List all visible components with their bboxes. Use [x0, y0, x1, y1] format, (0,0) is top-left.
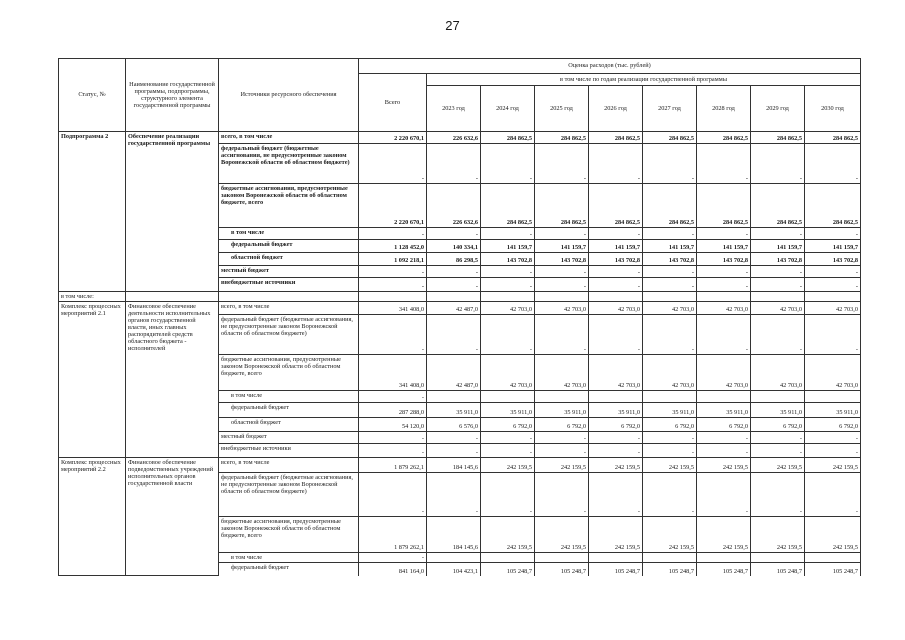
year-value-cell: 35 911,0 — [589, 403, 643, 418]
year-value-cell: - — [535, 444, 589, 458]
year-value-cell: - — [805, 228, 861, 240]
year-value-cell: - — [643, 278, 697, 292]
year-value-cell: 140 334,1 — [427, 240, 481, 253]
year-value-cell: - — [751, 473, 805, 517]
year-value-cell: - — [805, 315, 861, 355]
header-year: 2030 год — [805, 86, 861, 132]
total-cell: 2 220 670,1 — [359, 132, 427, 144]
year-value-cell: - — [535, 278, 589, 292]
year-value-cell: - — [697, 266, 751, 278]
year-value-cell: - — [481, 473, 535, 517]
year-value-cell: 141 159,7 — [643, 240, 697, 253]
year-value-cell — [805, 292, 861, 302]
year-value-cell: 242 159,5 — [697, 458, 751, 473]
total-cell: 1 879 262,1 — [359, 458, 427, 473]
year-value-cell: 42 703,0 — [697, 355, 751, 391]
year-value-cell: 104 423,1 — [427, 563, 481, 576]
year-value-cell: 42 703,0 — [643, 355, 697, 391]
source-label: областной бюджет — [219, 418, 359, 432]
year-value-cell: 42 703,0 — [481, 302, 535, 315]
total-cell: 841 164,0 — [359, 563, 427, 576]
year-value-cell: 284 862,5 — [643, 184, 697, 228]
year-value-cell: 284 862,5 — [697, 132, 751, 144]
source-label: в том числе — [219, 553, 359, 563]
header-year: 2025 год — [535, 86, 589, 132]
table-row — [59, 292, 861, 302]
header-year: 2027 год — [643, 86, 697, 132]
total-cell: 2 220 670,1 — [359, 184, 427, 228]
year-value-cell: 284 862,5 — [697, 184, 751, 228]
year-value-cell: - — [643, 473, 697, 517]
total-cell: - — [359, 444, 427, 458]
year-value-cell — [535, 391, 589, 403]
header-year: 2026 год — [589, 86, 643, 132]
year-value-cell: 141 159,7 — [697, 240, 751, 253]
year-value-cell: - — [589, 315, 643, 355]
year-value-cell: - — [481, 278, 535, 292]
year-value-cell — [697, 292, 751, 302]
year-value-cell: 141 159,7 — [805, 240, 861, 253]
header-by-years: в том числе по годам реализации государственной программы — [427, 74, 861, 86]
year-value-cell — [535, 553, 589, 563]
table-body — [59, 59, 861, 576]
source-label: федеральный бюджет (бюджетные ассигнования, не предусмотренные законом Воронежской области об областном бюджете) — [219, 473, 359, 517]
year-value-cell: 242 159,5 — [643, 517, 697, 553]
year-value-cell: - — [589, 444, 643, 458]
year-value-cell: 105 248,7 — [535, 563, 589, 576]
year-value-cell: 284 862,5 — [805, 132, 861, 144]
year-value-cell: - — [481, 432, 535, 444]
year-value-cell: 6 792,0 — [589, 418, 643, 432]
year-value-cell: - — [805, 444, 861, 458]
year-value-cell: - — [697, 144, 751, 184]
year-value-cell: 242 159,5 — [481, 517, 535, 553]
year-value-cell: - — [643, 228, 697, 240]
year-value-cell: 242 159,5 — [589, 517, 643, 553]
year-value-cell: 226 632,6 — [427, 132, 481, 144]
year-value-cell: 143 702,8 — [589, 253, 643, 266]
year-value-cell: - — [805, 266, 861, 278]
source-label: областной бюджет — [219, 253, 359, 266]
total-cell: 1 879 262,1 — [359, 517, 427, 553]
year-value-cell: - — [427, 444, 481, 458]
source-label: внебюджетные источники — [219, 278, 359, 292]
year-value-cell: - — [589, 144, 643, 184]
year-value-cell: - — [697, 473, 751, 517]
header-year: 2028 год — [697, 86, 751, 132]
year-value-cell: 143 702,8 — [643, 253, 697, 266]
year-value-cell: 242 159,5 — [643, 458, 697, 473]
year-value-cell: 6 792,0 — [643, 418, 697, 432]
header-year: 2029 год — [751, 86, 805, 132]
year-value-cell: 35 911,0 — [751, 403, 805, 418]
year-value-cell — [481, 553, 535, 563]
year-value-cell — [697, 391, 751, 403]
year-value-cell: - — [535, 432, 589, 444]
year-value-cell — [589, 553, 643, 563]
year-value-cell — [643, 391, 697, 403]
year-value-cell: 42 703,0 — [751, 302, 805, 315]
source-label: в том числе — [219, 228, 359, 240]
year-value-cell: - — [697, 278, 751, 292]
year-value-cell: 42 703,0 — [589, 302, 643, 315]
year-value-cell: - — [481, 444, 535, 458]
total-cell: 287 288,0 — [359, 403, 427, 418]
year-value-cell: - — [643, 444, 697, 458]
table-row — [59, 458, 861, 473]
year-value-cell — [805, 553, 861, 563]
status-cell: Комплекс процессных мероприятий 2.1 — [59, 302, 126, 458]
source-label: всего, в том числе — [219, 132, 359, 144]
total-cell: 341 408,0 — [359, 302, 427, 315]
year-value-cell — [751, 553, 805, 563]
year-value-cell: 242 159,5 — [589, 458, 643, 473]
year-value-cell: 284 862,5 — [643, 132, 697, 144]
year-value-cell: - — [427, 144, 481, 184]
year-value-cell: 42 703,0 — [643, 302, 697, 315]
total-cell: - — [359, 315, 427, 355]
source-label: местный бюджет — [219, 266, 359, 278]
total-cell: 54 120,0 — [359, 418, 427, 432]
year-value-cell: 284 862,5 — [481, 132, 535, 144]
total-cell: - — [359, 266, 427, 278]
year-value-cell: - — [535, 266, 589, 278]
year-value-cell — [805, 391, 861, 403]
source-label: в том числе — [219, 391, 359, 403]
year-value-cell: 284 862,5 — [589, 132, 643, 144]
year-value-cell: - — [535, 228, 589, 240]
source-label: федеральный бюджет — [219, 240, 359, 253]
year-value-cell — [589, 391, 643, 403]
year-value-cell: 42 487,0 — [427, 355, 481, 391]
year-value-cell: 6 792,0 — [751, 418, 805, 432]
name-cell: Финансовое обеспечение подведомственных учреждений исполнительных органов государственной власти — [126, 458, 219, 576]
year-value-cell: 42 703,0 — [697, 302, 751, 315]
year-value-cell — [697, 553, 751, 563]
year-value-cell — [643, 553, 697, 563]
year-value-cell: 242 159,5 — [805, 517, 861, 553]
year-value-cell: 242 159,5 — [805, 458, 861, 473]
year-value-cell — [589, 292, 643, 302]
year-value-cell — [751, 292, 805, 302]
year-value-cell: - — [751, 266, 805, 278]
year-value-cell: 42 703,0 — [535, 302, 589, 315]
year-value-cell: 35 911,0 — [643, 403, 697, 418]
year-value-cell: 143 702,8 — [697, 253, 751, 266]
total-cell: - — [359, 432, 427, 444]
year-value-cell: - — [589, 228, 643, 240]
year-value-cell: - — [751, 315, 805, 355]
year-value-cell: 42 703,0 — [535, 355, 589, 391]
header-row — [59, 59, 861, 74]
total-cell: - — [359, 144, 427, 184]
total-cell: 341 408,0 — [359, 355, 427, 391]
year-value-cell — [427, 391, 481, 403]
year-value-cell: 143 702,8 — [481, 253, 535, 266]
year-value-cell — [643, 292, 697, 302]
table-row — [59, 302, 861, 315]
year-value-cell: 141 159,7 — [535, 240, 589, 253]
year-value-cell: 242 159,5 — [751, 458, 805, 473]
source-label: бюджетные ассигнования, предусмотренные законом Воронежской области об областном бюджете, всего — [219, 184, 359, 228]
year-value-cell: 105 248,7 — [751, 563, 805, 576]
year-value-cell: - — [805, 432, 861, 444]
total-cell: - — [359, 228, 427, 240]
page-number: 27 — [445, 18, 460, 33]
year-value-cell: 42 487,0 — [427, 302, 481, 315]
year-value-cell: 35 911,0 — [481, 403, 535, 418]
year-value-cell: 284 862,5 — [751, 184, 805, 228]
year-value-cell: - — [805, 144, 861, 184]
year-value-cell: - — [697, 444, 751, 458]
year-value-cell: - — [535, 473, 589, 517]
year-value-cell: - — [643, 432, 697, 444]
year-value-cell: - — [751, 432, 805, 444]
year-value-cell: 35 911,0 — [805, 403, 861, 418]
source-label: всего, в том числе — [219, 458, 359, 473]
source-label: местный бюджет — [219, 432, 359, 444]
status-cell: Комплекс процессных мероприятий 2.2 — [59, 458, 126, 576]
year-value-cell: - — [589, 266, 643, 278]
year-value-cell: - — [805, 278, 861, 292]
source-label: бюджетные ассигнования, предусмотренные законом Воронежской области об областном бюджете, всего — [219, 355, 359, 391]
year-value-cell: 284 862,5 — [751, 132, 805, 144]
header-status: Статус, № — [59, 59, 126, 132]
year-value-cell: - — [427, 278, 481, 292]
header-year: 2024 год — [481, 86, 535, 132]
name-cell — [126, 292, 219, 302]
year-value-cell: 143 702,8 — [535, 253, 589, 266]
year-value-cell — [481, 391, 535, 403]
year-value-cell: 284 862,5 — [805, 184, 861, 228]
year-value-cell: 6 792,0 — [535, 418, 589, 432]
header-sources: Источники ресурсного обеспечения — [219, 59, 359, 132]
year-value-cell: - — [427, 315, 481, 355]
year-value-cell: - — [589, 278, 643, 292]
total-cell: - — [359, 473, 427, 517]
year-value-cell: 42 703,0 — [751, 355, 805, 391]
year-value-cell: - — [643, 144, 697, 184]
year-value-cell: - — [751, 228, 805, 240]
year-value-cell: - — [643, 315, 697, 355]
total-cell: - — [359, 391, 427, 403]
year-value-cell: 6 792,0 — [697, 418, 751, 432]
total-cell: 1 092 218,1 — [359, 253, 427, 266]
source-label: федеральный бюджет — [219, 563, 359, 576]
year-value-cell: 284 862,5 — [589, 184, 643, 228]
year-value-cell: 141 159,7 — [751, 240, 805, 253]
table-row — [59, 132, 861, 144]
year-value-cell: - — [751, 144, 805, 184]
year-value-cell: - — [589, 432, 643, 444]
year-value-cell: 141 159,7 — [589, 240, 643, 253]
year-value-cell: 284 862,5 — [535, 132, 589, 144]
year-value-cell: 143 702,8 — [805, 253, 861, 266]
year-value-cell: 35 911,0 — [427, 403, 481, 418]
year-value-cell: 284 862,5 — [535, 184, 589, 228]
year-value-cell: - — [427, 228, 481, 240]
year-value-cell: 242 159,5 — [535, 458, 589, 473]
year-value-cell: - — [697, 228, 751, 240]
header-name: Наименование государственной программы, подпрограммы, структурного элемента государственной программы — [126, 59, 219, 132]
year-value-cell: - — [643, 266, 697, 278]
year-value-cell: 105 248,7 — [589, 563, 643, 576]
header-estimate: Оценка расходов (тыс. рублей) — [359, 59, 861, 74]
source-label: всего, в том числе — [219, 302, 359, 315]
header-total: Всего — [359, 74, 427, 132]
source-label: федеральный бюджет (бюджетные ассигнования, не предусмотренные законом Воронежской области об областном бюджете) — [219, 315, 359, 355]
year-value-cell: 184 145,6 — [427, 517, 481, 553]
year-value-cell: 6 576,0 — [427, 418, 481, 432]
year-value-cell: 143 702,8 — [751, 253, 805, 266]
year-value-cell: 42 703,0 — [481, 355, 535, 391]
year-value-cell: - — [481, 144, 535, 184]
year-value-cell: - — [535, 315, 589, 355]
source-label — [219, 292, 359, 302]
year-value-cell — [427, 292, 481, 302]
year-value-cell: 226 632,6 — [427, 184, 481, 228]
total-cell: - — [359, 278, 427, 292]
year-value-cell: 42 703,0 — [805, 302, 861, 315]
total-cell: 1 128 452,0 — [359, 240, 427, 253]
year-value-cell: - — [427, 473, 481, 517]
year-value-cell: 105 248,7 — [697, 563, 751, 576]
year-value-cell: 105 248,7 — [643, 563, 697, 576]
year-value-cell: - — [481, 266, 535, 278]
year-value-cell: 242 159,5 — [481, 458, 535, 473]
year-value-cell: - — [805, 473, 861, 517]
year-value-cell — [751, 391, 805, 403]
year-value-cell: 141 159,7 — [481, 240, 535, 253]
status-cell: Подпрограмма 2 — [59, 132, 126, 292]
year-value-cell: 35 911,0 — [697, 403, 751, 418]
budget-table — [58, 58, 861, 576]
year-value-cell: 42 703,0 — [805, 355, 861, 391]
year-value-cell: 105 248,7 — [481, 563, 535, 576]
year-value-cell: - — [751, 278, 805, 292]
year-value-cell: - — [751, 444, 805, 458]
total-cell: - — [359, 553, 427, 563]
year-value-cell: 42 703,0 — [589, 355, 643, 391]
total-cell — [359, 292, 427, 302]
year-value-cell: 242 159,5 — [535, 517, 589, 553]
source-label: внебюджетные источники — [219, 444, 359, 458]
year-value-cell — [535, 292, 589, 302]
year-value-cell: 284 862,5 — [481, 184, 535, 228]
status-cell: в том числе: — [59, 292, 126, 302]
header-year: 2023 год — [427, 86, 481, 132]
year-value-cell: - — [481, 315, 535, 355]
year-value-cell: 242 159,5 — [697, 517, 751, 553]
year-value-cell: 86 298,5 — [427, 253, 481, 266]
year-value-cell: 184 145,6 — [427, 458, 481, 473]
source-label: федеральный бюджет — [219, 403, 359, 418]
year-value-cell: 105 248,7 — [805, 563, 861, 576]
name-cell: Финансовое обеспечение деятельности исполнительных органов государственной власти, иных главных распорядителей средств областного бюджета - исполнителей — [126, 302, 219, 458]
year-value-cell — [427, 553, 481, 563]
year-value-cell: - — [697, 432, 751, 444]
year-value-cell: 242 159,5 — [751, 517, 805, 553]
year-value-cell: - — [481, 228, 535, 240]
source-label: федеральный бюджет (бюджетные ассигнования, не предусмотренные законом Воронежской области об областном бюджете) — [219, 144, 359, 184]
year-value-cell: - — [589, 473, 643, 517]
year-value-cell: 35 911,0 — [535, 403, 589, 418]
year-value-cell — [481, 292, 535, 302]
source-label: бюджетные ассигнования, предусмотренные законом Воронежской области об областном бюджете, всего — [219, 517, 359, 553]
year-value-cell: 6 792,0 — [481, 418, 535, 432]
year-value-cell: - — [697, 315, 751, 355]
year-value-cell: - — [427, 266, 481, 278]
year-value-cell: - — [427, 432, 481, 444]
year-value-cell: 6 792,0 — [805, 418, 861, 432]
name-cell: Обеспечение реализации государственной программы — [126, 132, 219, 292]
year-value-cell: - — [535, 144, 589, 184]
